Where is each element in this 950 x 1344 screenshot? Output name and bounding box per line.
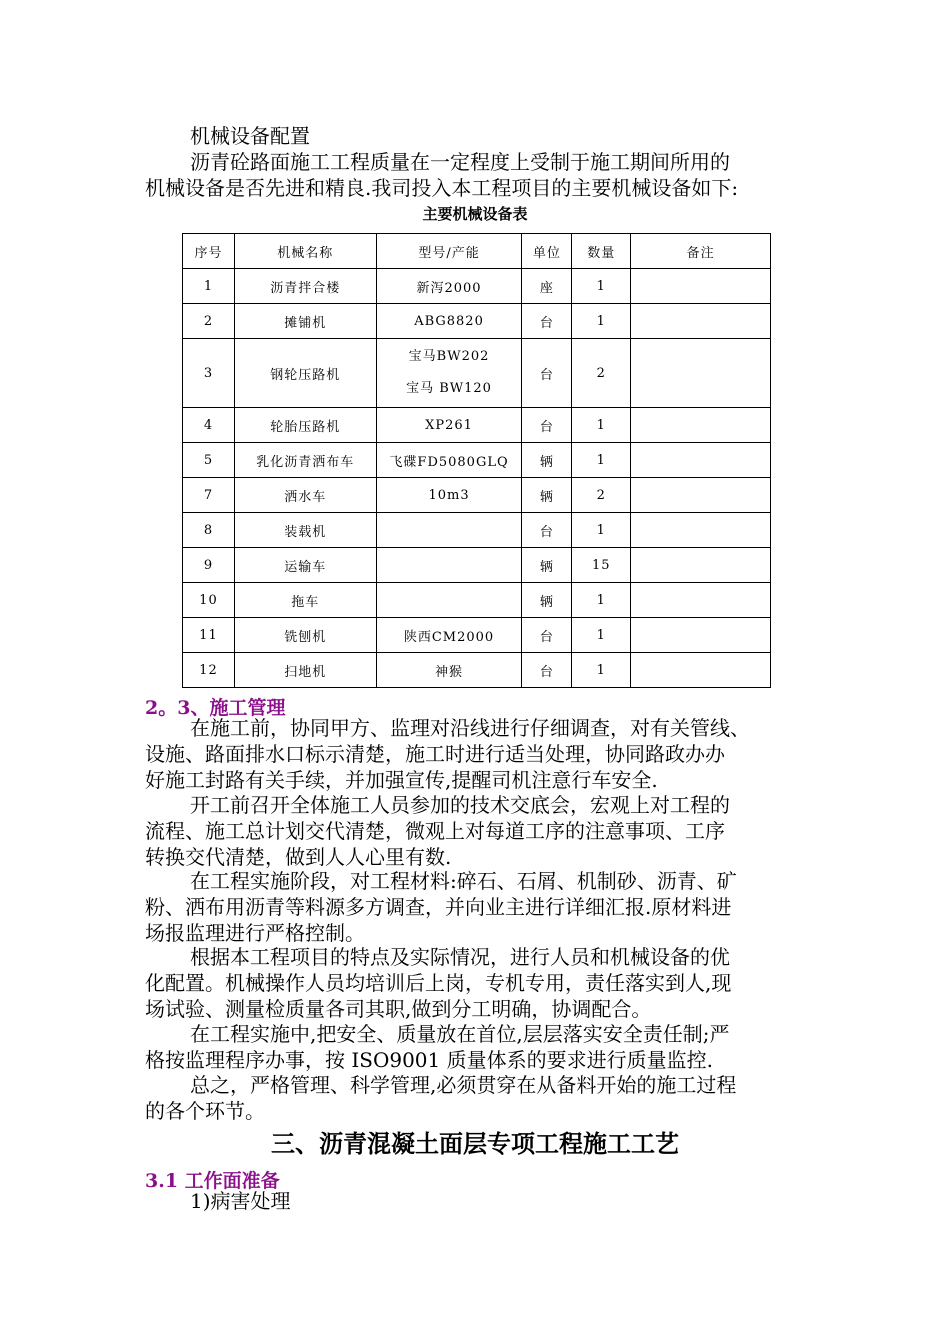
paragraph-line: 设施、路面排水口标示清楚，施工时进行适当处理，协同路政办办	[145, 742, 725, 766]
cell-unit: 辆	[522, 583, 572, 618]
cell-note	[631, 443, 771, 478]
table-row	[183, 548, 771, 583]
cell-note	[631, 269, 771, 304]
paragraph-line: 的各个环节。	[145, 1099, 265, 1123]
table-header-row	[183, 234, 771, 269]
cell-unit: 台	[522, 653, 572, 688]
cell-name: 拖车	[234, 583, 376, 618]
cell-qty: 1	[572, 513, 631, 548]
cell-unit: 辆	[522, 548, 572, 583]
cell-name: 运输车	[234, 548, 376, 583]
paragraph-line: 在工程实施中,把安全、质量放在首位,层层落实安全责任制;严	[190, 1022, 730, 1046]
cell-note	[631, 304, 771, 339]
model-line: 宝马 BW120	[406, 381, 492, 396]
header-cell: 单位	[522, 234, 572, 269]
paragraph-line: 格按监理程序办事，按 ISO9001 质量体系的要求进行质量监控.	[145, 1048, 713, 1072]
section-heading-3-1: 3.1 工作面准备	[145, 1170, 280, 1192]
cell-model	[376, 513, 522, 548]
equipment-table	[182, 233, 771, 688]
paragraph-line: 开工前召开全体施工人员参加的技术交底会，宏观上对工程的	[190, 793, 730, 817]
cell-unit: 台	[522, 304, 572, 339]
table-row	[183, 653, 771, 688]
intro-paragraph-line: 沥青砼路面施工工程质量在一定程度上受制于施工期间所用的	[190, 150, 730, 174]
table-row	[183, 443, 771, 478]
cell-unit: 台	[522, 513, 572, 548]
cell-model	[376, 548, 522, 583]
cell-no: 1	[183, 269, 235, 304]
cell-no: 12	[183, 653, 235, 688]
model-line: 宝马BW202	[408, 349, 490, 364]
cell-note	[631, 339, 771, 408]
cell-name: 扫地机	[234, 653, 376, 688]
cell-name: 钢轮压路机	[234, 339, 376, 408]
cell-name: 铣刨机	[234, 618, 376, 653]
cell-model: XP261	[376, 408, 522, 443]
cell-no: 7	[183, 478, 235, 513]
chapter-title: 三、沥青混凝土面层专项工程施工工艺	[271, 1129, 679, 1158]
paragraph-line: 好施工封路有关手续，并加强宣传,提醒司机注意行车安全.	[145, 768, 658, 792]
cell-note	[631, 408, 771, 443]
cell-qty: 1	[572, 443, 631, 478]
header-cell: 数量	[572, 234, 631, 269]
cell-qty: 1	[572, 269, 631, 304]
cell-qty: 1	[572, 618, 631, 653]
cell-qty: 1	[572, 304, 631, 339]
section-heading-2-3: 2。3、施工管理	[145, 697, 286, 719]
cell-name: 沥青拌合楼	[234, 269, 376, 304]
paragraph-line: 在施工前，协同甲方、监理对沿线进行仔细调查，对有关管线、	[190, 716, 750, 740]
list-item: 1)病害处理	[190, 1189, 291, 1213]
cell-qty: 1	[572, 583, 631, 618]
cell-model	[376, 339, 522, 408]
table-row	[183, 269, 771, 304]
cell-name: 摊铺机	[234, 304, 376, 339]
paragraph-line: 根据本工程项目的特点及实际情况，进行人员和机械设备的优	[190, 945, 730, 969]
intro-paragraph-line: 机械设备是否先进和精良.我司投入本工程项目的主要机械设备如下:	[145, 176, 739, 200]
cell-model: 新泻2000	[376, 269, 522, 304]
table-row	[183, 513, 771, 548]
cell-unit: 辆	[522, 478, 572, 513]
paragraph-line: 转换交代清楚，做到人人心里有数.	[145, 845, 452, 869]
cell-qty: 1	[572, 653, 631, 688]
cell-model: 10m3	[376, 478, 522, 513]
cell-unit: 台	[522, 339, 572, 408]
cell-model: ABG8820	[376, 304, 522, 339]
paragraph-line: 化配置。机械操作人员均培训后上岗，专机专用，责任落实到人,现	[145, 971, 732, 995]
cell-note	[631, 653, 771, 688]
header-cell: 型号/产能	[376, 234, 522, 269]
table-row	[183, 478, 771, 513]
header-cell: 备注	[631, 234, 771, 269]
table-row	[183, 583, 771, 618]
cell-unit: 台	[522, 408, 572, 443]
paragraph-line: 场报监理进行严格控制。	[145, 921, 365, 945]
table-title: 主要机械设备表	[422, 205, 528, 223]
cell-note	[631, 548, 771, 583]
cell-no: 8	[183, 513, 235, 548]
cell-model	[376, 583, 522, 618]
cell-unit: 台	[522, 618, 572, 653]
cell-unit: 辆	[522, 443, 572, 478]
paragraph-line: 粉、洒布用沥青等料源多方调查，并向业主进行详细汇报.原材料进	[145, 895, 732, 919]
cell-note	[631, 478, 771, 513]
cell-no: 4	[183, 408, 235, 443]
cell-qty: 2	[572, 478, 631, 513]
table-row	[183, 618, 771, 653]
paragraph-line: 在工程实施阶段，对工程材料:碎石、石屑、机制砂、沥青、矿	[190, 869, 737, 893]
table-row	[183, 408, 771, 443]
machinery-heading: 机械设备配置	[190, 124, 310, 148]
cell-model: 神猴	[376, 653, 522, 688]
cell-no: 10	[183, 583, 235, 618]
cell-note	[631, 513, 771, 548]
paragraph-line: 总之，严格管理、科学管理,必须贯穿在从备料开始的施工过程	[190, 1073, 737, 1097]
cell-no: 3	[183, 339, 235, 408]
table-row	[183, 304, 771, 339]
cell-unit: 座	[522, 269, 572, 304]
cell-qty: 1	[572, 408, 631, 443]
cell-qty: 2	[572, 339, 631, 408]
cell-qty: 15	[572, 548, 631, 583]
table-row	[183, 339, 771, 408]
cell-no: 2	[183, 304, 235, 339]
cell-model: 陕西CM2000	[376, 618, 522, 653]
cell-name: 轮胎压路机	[234, 408, 376, 443]
cell-no: 9	[183, 548, 235, 583]
header-cell: 序号	[183, 234, 235, 269]
cell-no: 11	[183, 618, 235, 653]
cell-model: 飞碟FD5080GLQ	[376, 443, 522, 478]
cell-no: 5	[183, 443, 235, 478]
paragraph-line: 流程、施工总计划交代清楚，微观上对每道工序的注意事项、工序	[145, 819, 725, 843]
cell-name: 洒水车	[234, 478, 376, 513]
header-cell: 机械名称	[234, 234, 376, 269]
cell-name: 乳化沥青洒布车	[234, 443, 376, 478]
paragraph-line: 场试验、测量检质量各司其职,做到分工明确，协调配合。	[145, 997, 652, 1021]
cell-name: 装载机	[234, 513, 376, 548]
cell-note	[631, 618, 771, 653]
cell-note	[631, 583, 771, 618]
